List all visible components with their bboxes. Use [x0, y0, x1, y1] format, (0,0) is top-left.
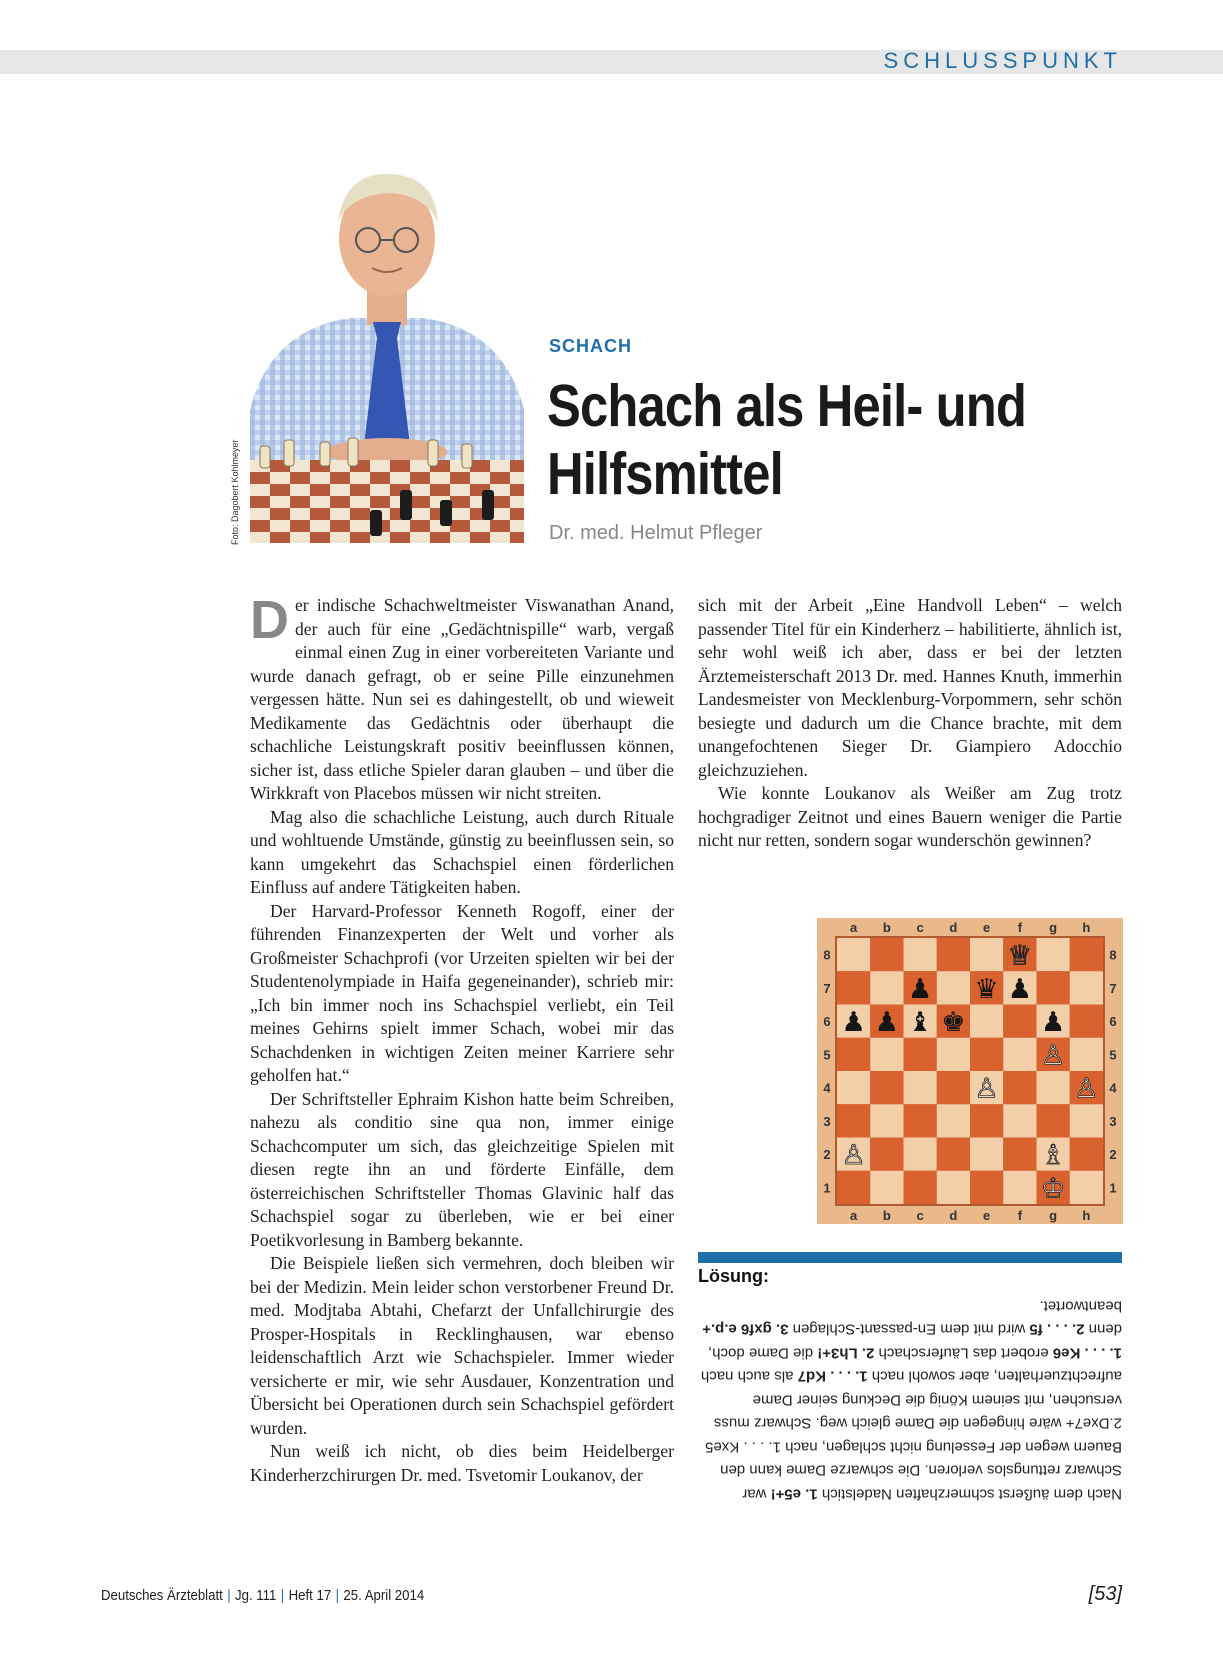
solution-move: 1. . . . Ke6: [1052, 1344, 1122, 1362]
footer: [101, 1587, 424, 1604]
board-square: [870, 1071, 903, 1104]
board-square: [1003, 1104, 1036, 1137]
board-square: [937, 1171, 970, 1204]
file-label: e: [983, 920, 991, 935]
board-square: [1037, 971, 1070, 1004]
rank-label: 6: [1109, 1014, 1117, 1030]
rank-label: 5: [1109, 1047, 1117, 1063]
board-square: [1070, 1104, 1103, 1137]
article-kicker: SCHACH: [549, 336, 633, 356]
chess-piece-white: ♔: [1040, 1173, 1066, 1205]
paragraph: Nun weiß ich nicht, ob dies beim Heidelberger Kinderherzchirurgen Dr. med. Tsvetomir Loukanov, der: [250, 1441, 674, 1485]
board-square: [1070, 1005, 1103, 1038]
solution-text-upside-down: [698, 1294, 1122, 1506]
file-label: g: [1049, 920, 1058, 935]
board-square: [870, 1138, 903, 1171]
paragraph: Wie konnte Loukanov als Weißer am Zug trotz hochgradiger Zeitnot und eines Bauern weniger die Partie nicht nur retten, sondern sogar wunderschön gewinnen?: [698, 783, 1122, 850]
board-square: [970, 1104, 1003, 1137]
board-square: [937, 938, 970, 971]
board-square: [1003, 1038, 1036, 1071]
chess-piece-black: ♛: [974, 973, 999, 1005]
file-label: h: [1082, 1208, 1091, 1223]
chess-piece-black: ♝: [907, 1007, 933, 1039]
page-number: [53]: [1088, 1583, 1122, 1605]
file-label: f: [1017, 1208, 1023, 1223]
board-square: [1037, 1071, 1070, 1104]
rank-label: 5: [823, 1047, 831, 1063]
solution-move: 2. . . . f5: [1029, 1321, 1085, 1338]
board-square: [870, 1171, 903, 1204]
chess-piece-white: ♙: [1074, 1073, 1099, 1105]
board-square: [904, 1138, 937, 1171]
file-label: a: [850, 1208, 858, 1223]
board-square: [1003, 1071, 1036, 1104]
file-label: c: [916, 1208, 924, 1223]
board-square: [904, 1071, 937, 1104]
chess-piece-black: ♚: [941, 1007, 966, 1039]
photo-credit: Foto: Dagobert Kohlmeyer: [230, 439, 240, 545]
board-square: [837, 1071, 870, 1104]
rank-label: 6: [823, 1014, 831, 1030]
title-line-1: Schach als Heil- und: [547, 373, 1027, 439]
file-label: g: [1049, 1208, 1058, 1223]
chess-board: [817, 918, 1123, 1224]
file-label: f: [1017, 920, 1023, 935]
file-label: b: [882, 1208, 891, 1223]
chess-piece-white: ♕: [1007, 940, 1033, 972]
solution-move: 1. . . . Kd7: [797, 1368, 868, 1385]
paragraph: sich mit der Arbeit „Eine Handvoll Leben“ – welch passender Titel für ein Kinderherz – habilitierte, ähnlich ist, sehr wohl weiß ich aber, dass er bei der letzten Ärztemeisterschaft 2013 Dr. med. Hannes Knuth, immerhin Landesmeister von Mecklenburg-Vorpommern, sehr schön besiegte und dadurch um die Chance brachte, mit dem unangefochtenen Sieger Dr. Giampiero Adocchio gleichzuziehen.: [698, 595, 1122, 780]
board-square: [870, 938, 903, 971]
solution-text-run: Nach dem äußerst schmerzhaften Nadelstich: [817, 1485, 1122, 1503]
article-author: Dr. med. Helmut Pfleger: [549, 522, 763, 544]
board-square: [904, 938, 937, 971]
rank-label: 2: [823, 1147, 831, 1163]
file-label: a: [850, 920, 858, 935]
board-square: [837, 1171, 870, 1204]
board-square: [1037, 938, 1070, 971]
solution-move: 1. e5+!: [770, 1485, 818, 1503]
board-square: [837, 1038, 870, 1071]
board-square: [837, 971, 870, 1004]
rank-label: 2: [1109, 1147, 1117, 1163]
board-square: [1037, 1104, 1070, 1137]
chess-piece-black: ♟: [1040, 1007, 1066, 1039]
board-square: [1070, 1038, 1103, 1071]
rank-label: 8: [823, 947, 831, 963]
footer-separator: |: [227, 1587, 231, 1604]
section-label: SCHLUSSPUNKT: [883, 48, 1122, 73]
rank-label: 7: [823, 980, 831, 996]
chess-piece-black: ♟: [1007, 973, 1033, 1005]
drop-cap: D: [250, 590, 289, 650]
board-square: [837, 1104, 870, 1137]
paragraph-text: er indische Schachweltmeister Viswanathan Anand, der auch für eine „Gedächtnispille“ warb, vergaß einmal einen Zug in einer vorbereiteten Variante und wurde danach gefragt, ob er seine Pille einzunehmen vergessen hätte. Nun sei es dahingestellt, ob und wieweit Medikamente das Gedächtnis oder überhaupt die schachliche Leistungskraft positiv beeinflussen können, sicher ist, dass etliche Spieler daran glauben – und über die Wirkkraft von Placebos müssen wir nicht streiten.: [250, 595, 674, 803]
solution-text-run: beantwortet.: [1039, 1297, 1122, 1315]
rank-label: 4: [1109, 1080, 1117, 1096]
board-square: [904, 1038, 937, 1071]
journal-volume: Jg. 111: [235, 1587, 277, 1604]
title-line-2: Hilfsmittel: [547, 441, 783, 507]
board-square: [1070, 938, 1103, 971]
chess-piece-white: ♙: [974, 1073, 999, 1105]
chess-piece-black: ♟: [874, 1007, 900, 1039]
journal-issue: Heft 17: [288, 1587, 332, 1604]
board-square: [1070, 971, 1103, 1004]
file-label: h: [1082, 920, 1091, 935]
paragraph: Mag also die schachliche Leistung, auch durch Rituale und wohltuende Umstände, günstig zu beeinflussen sein, so kann umgekehrt das Schachspiel einen förderlichen Einfluss auf andere Tätigkeiten haben.: [250, 806, 674, 897]
solution-title: Lösung:: [698, 1266, 769, 1286]
chess-piece-black: ♟: [841, 1007, 866, 1039]
paragraph: Die Beispiele ließen sich vermehren, doch bleiben wir bei der Medizin. Mein leider schon verstorbener Freund Dr. med. Modjtaba Abtahi, Chefarzt der Unfallchirurgie des Prosper-Hospitals in Recklinghausen, war ebenso leidenschaftlich Arzt wie Schachspieler. Immer wieder versicherte er mir, wie sehr Ausdauer, Konzentration und Übersicht bei Operationen durch sein Schachspiel gefördert wurden.: [250, 1253, 674, 1438]
board-square: [937, 1138, 970, 1171]
article-title: [547, 372, 1029, 508]
board-square: [904, 1171, 937, 1204]
chess-piece-white: ♗: [1040, 1140, 1066, 1172]
rank-label: 3: [823, 1113, 831, 1129]
board-square: [970, 1038, 1003, 1071]
board-square: [837, 938, 870, 971]
chess-piece-white: ♙: [1040, 1040, 1066, 1072]
footer-separator: |: [335, 1587, 340, 1604]
author-photo: [250, 160, 524, 543]
board-square: [1003, 1138, 1036, 1171]
file-label: b: [882, 920, 891, 935]
board-square: [970, 1005, 1003, 1038]
rank-label: 3: [1109, 1113, 1117, 1129]
solution-move: 3. gxf6 e.p.+: [702, 1321, 789, 1338]
board-square: [970, 938, 1003, 971]
chess-piece-white: ♙: [841, 1140, 866, 1172]
rank-label: 4: [823, 1080, 831, 1096]
board-square: [970, 1171, 1003, 1204]
rank-label: 7: [1109, 980, 1117, 996]
rank-label: 8: [1109, 947, 1117, 963]
paragraph: Der Harvard-Professor Kenneth Rogoff, einer der führenden Finanzexperten der Welt und vorher als Großmeister Schachprofi (vor Urzeiten spielten wir bei der Studentenolympiade in Haifa gegeneinander), schrieb mir: „Ich bin immer noch ins Schachspiel verliebt, ein Teil meines Gehirns spielt immer Schach, wobei mir das Schachdenken in wichtigen Zeiten meiner Karriere sehr geholfen hat.“: [250, 900, 674, 1085]
file-label: d: [949, 1208, 958, 1223]
rank-label: 1: [823, 1180, 831, 1196]
solution-text-run: die Dame doch, denn: [708, 1321, 1122, 1362]
board-square: [970, 1138, 1003, 1171]
solution-text-run: als auch nach: [700, 1368, 798, 1385]
file-label: c: [916, 920, 924, 935]
paragraph: [250, 590, 674, 806]
article-column-left: [250, 590, 674, 1487]
solution-move: 2. Lh3+!: [817, 1344, 875, 1362]
chess-piece-black: ♟: [907, 973, 933, 1005]
solution-text-run: wird mit dem En-passant-Schlagen: [788, 1321, 1030, 1338]
board-square: [904, 1104, 937, 1137]
board-square: [1070, 1171, 1103, 1204]
journal-name: Deutsches Ärzteblatt: [101, 1587, 223, 1604]
file-label: e: [983, 1208, 991, 1223]
paragraph: Der Schriftsteller Ephraim Kishon hatte beim Schreiben, nahezu als conditio sine qua non, immer einige Schachcomputer um sich, das gleichzeitige Spielen mit diesen regte ihn an und förderte Einfälle, dem österreichischen Schriftsteller Thomas Glavinic half das Schachspiel sogar zu überleben, wie er bei einer Poetikvorlesung in Bamberg bekannte.: [250, 1088, 674, 1250]
board-square: [937, 971, 970, 1004]
board-square: [937, 1038, 970, 1071]
board-square: [870, 1104, 903, 1137]
board-square: [870, 971, 903, 1004]
board-square: [1003, 1005, 1036, 1038]
footer-separator: |: [280, 1587, 285, 1604]
solution-text-run: erobert das Läuferschach: [874, 1344, 1053, 1362]
board-square: [1003, 1171, 1036, 1204]
chess-diagram: [817, 918, 1123, 1224]
file-label: d: [949, 920, 958, 935]
solution-rule: [698, 1252, 1122, 1263]
article-column-right: [698, 594, 1122, 853]
rank-label: 1: [1109, 1180, 1117, 1196]
journal-date: 25. April 2014: [343, 1587, 425, 1604]
board-square: [870, 1038, 903, 1071]
board-square: [1070, 1138, 1103, 1171]
board-square: [937, 1104, 970, 1137]
board-square: [937, 1071, 970, 1104]
solution-text-run: war Schwarz rettungslos verloren. Die schwarze Dame kann den Bauern wegen der Fesselung nicht schlagen, nach 1. . . . Kxe5 2.Dxe7+ wäre hingegen die Dame gleich weg. Schwarz muss versuchen, mit seinem König die Deckung seiner Dame aufrechtzuerhalten, aber sowohl nach: [705, 1368, 1122, 1503]
